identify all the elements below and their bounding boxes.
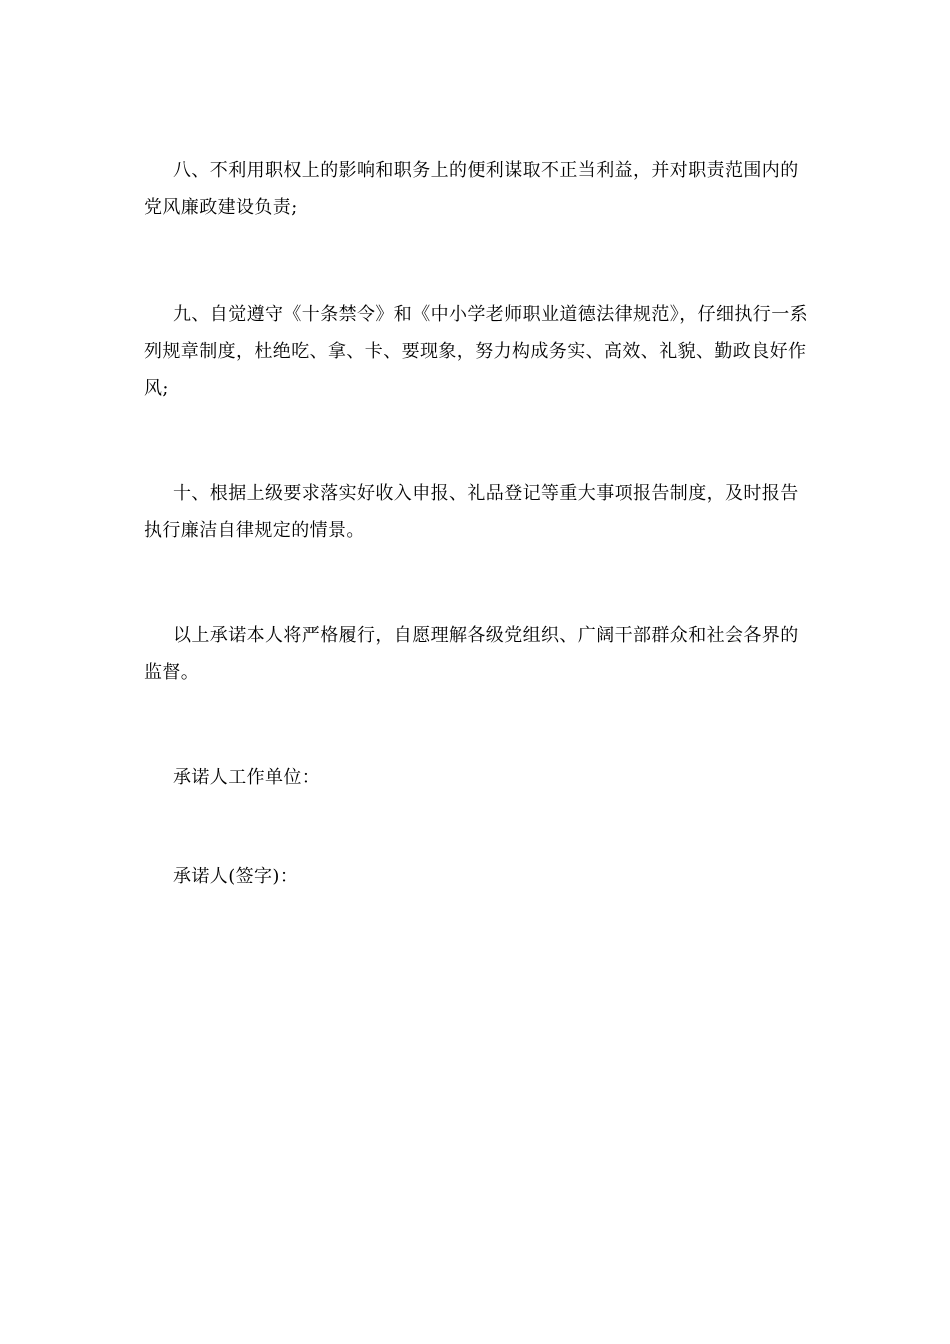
clause-9-paragraph: 九、自觉遵守《十条禁令》和《中小学老师职业道德法律规范》，仔细执行一系列规章制度，杜绝吃、拿、卡、要现象，努力构成务实、高效、礼貌、勤政良好作风; xyxy=(144,304,808,399)
work-unit-label: 承诺人工作单位： xyxy=(173,767,321,788)
signature-label: 承诺人(签字)： xyxy=(173,866,299,887)
clause-10-paragraph: 十、根据上级要求落实好收入申报、礼品登记等重大事项报告制度，及时报告执行廉洁自律规定的情景。 xyxy=(144,483,799,541)
commitment-statement: 以上承诺本人将严格履行，自愿理解各级党组织、广阔干部群众和社会各界的监督。 xyxy=(144,625,799,683)
clause-8-paragraph: 八、不利用职权上的影响和职务上的便利谋取不正当利益，并对职责范围内的党风廉政建设负责; xyxy=(144,160,799,218)
